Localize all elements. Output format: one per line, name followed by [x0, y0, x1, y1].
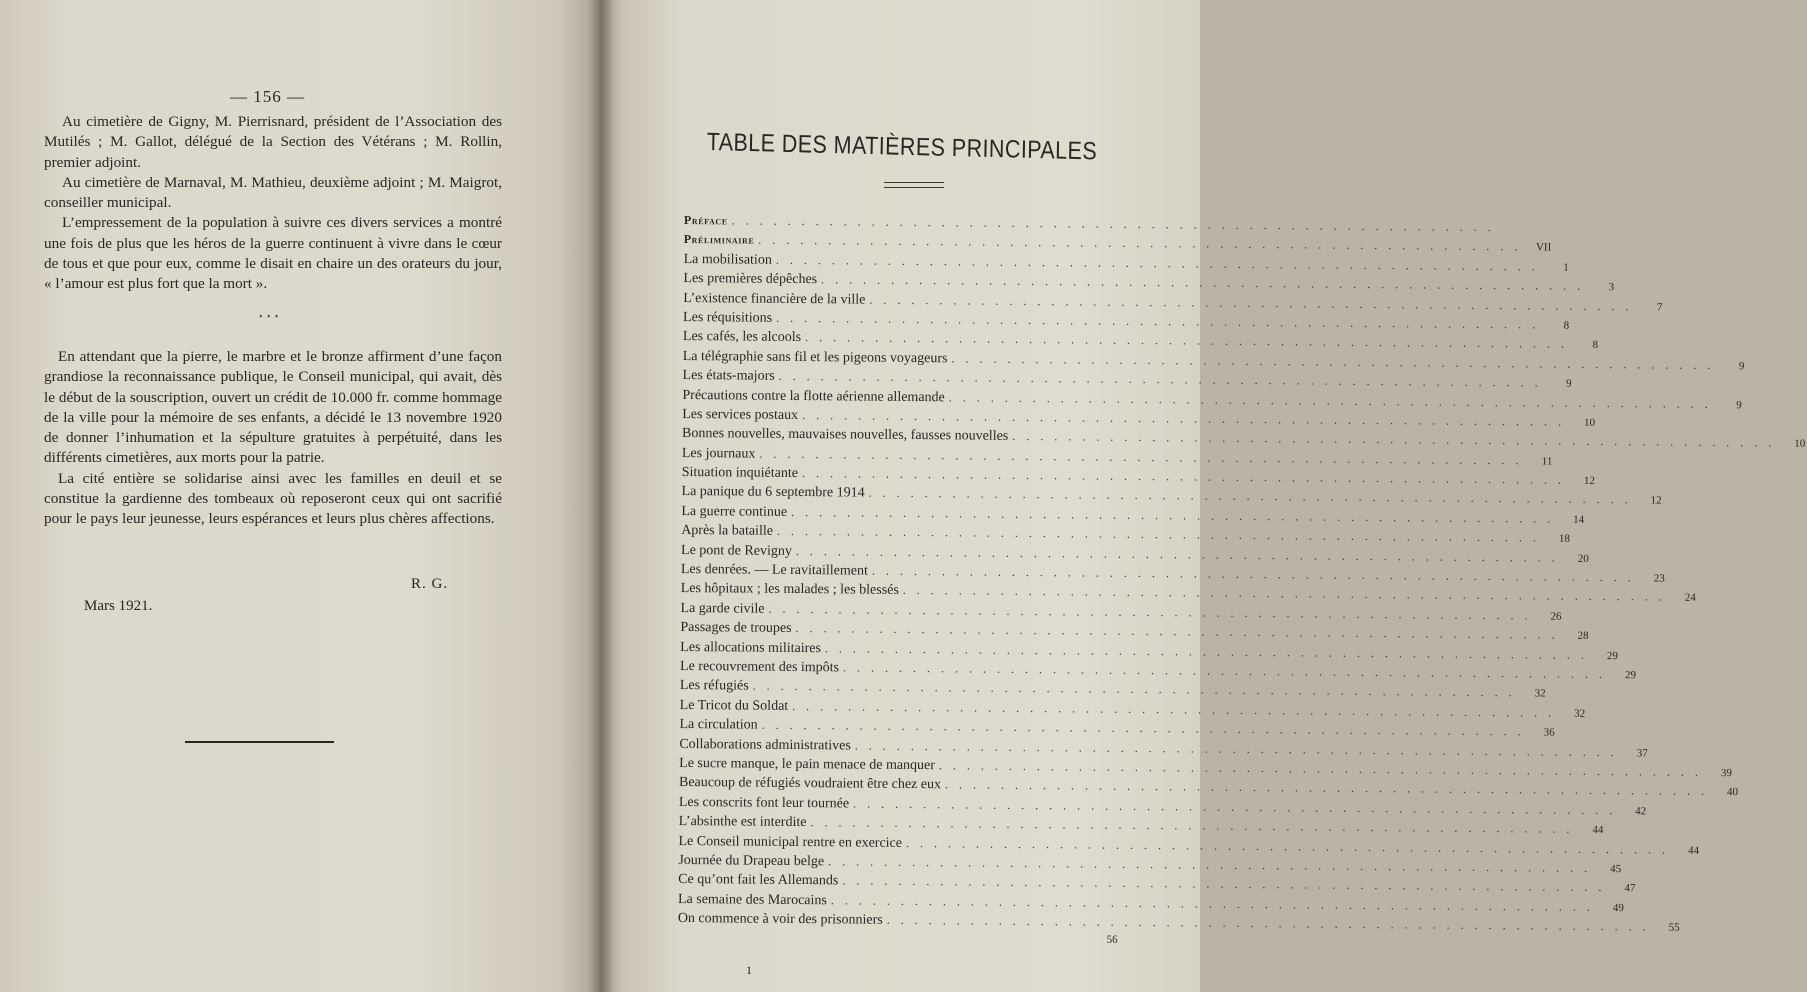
title-rule	[884, 182, 944, 188]
toc-entry-label: Beaucoup de réfugiés voudraient être chez eux	[678, 775, 942, 793]
dot-leader: . . . . . . . . . . . . . . . . . . . . . . . . . . . . . . . . . . . . . . . . . . . . . . . . . . . . . . .	[776, 310, 1540, 332]
toc-entry-page: 32	[1534, 687, 1546, 700]
toc-entry-label: On commence à voir des prisonniers	[677, 911, 883, 928]
table-of-contents	[677, 213, 1806, 954]
toc-entry-label: Les hôpitaux ; les malades ; les blessés	[680, 581, 899, 599]
dot-leader: . . . . . . . . . . . . . . . . . . . . . . . . . . . . . . . . . . . . . . . . . . . . . . . . . . . . . . .	[792, 698, 1556, 720]
dot-leader: . . . . . . . . . . . . . . . . . . . . . . . . . . . . . . . . . . . . . . . . . . . . . . . . . . . . . . .	[758, 233, 1522, 254]
toc-entry-label: Journée du Drapeau belge	[678, 852, 825, 870]
dot-leader: . . . . . . . . . . . . . . . . . . . . . . . . . . . . . . . . . . . . . . . . . . . . . . . . . . . . . . .	[868, 486, 1632, 507]
toc-entry-page: 7	[1656, 301, 1663, 314]
dot-leader: . . . . . . . . . . . . . . . . . . . . . . . . . . . . . . . . . . . . . . . . . . . . . . . . . . . . . . .	[778, 368, 1542, 390]
toc-entry-page: 10	[1584, 416, 1596, 429]
paragraph: Au cimetière de Marnaval, M. Mathieu, deuxième adjoint ; M. Maigrot, conseiller municipal.	[44, 173, 502, 212]
dot-leader: . . . . . . . . . . . . . . . . . . . . . . . . . . . . . . . . . . . . . . . . . . . . . . . . . . . . . . .	[824, 640, 1588, 662]
body-text-bottom	[44, 347, 502, 530]
toc-entry-label: Passages de troupes	[680, 620, 792, 637]
toc-entry-page: 12	[1650, 494, 1662, 508]
toc-entry-page: 8	[1592, 339, 1599, 352]
toc-entry-page: 12	[1583, 474, 1596, 488]
page-number: — 156 —	[230, 87, 305, 106]
dot-leader: . . . . . . . . . . . . . . . . . . . . . . . . . . . . . . . . . . . . . . . . . . . . . . . . . . . . . . .	[938, 758, 1703, 779]
signature-initials: R. G.	[411, 576, 449, 592]
toc-entry-label: Les denrées. — Le ravitaillement	[680, 562, 868, 579]
toc-entry-label: Les conscrits font leur tournée	[678, 794, 850, 812]
toc-entry-page: 44	[1592, 824, 1604, 837]
dot-leader: . . . . . . . . . . . . . . . . . . . . . . . . . . . . . . . . . . . . . . . . . . . . . . . . . . . . . . .	[951, 351, 1715, 372]
ornament: ⋆ ⋆ ⋆	[258, 311, 280, 321]
toc-entry-page: 49	[1612, 901, 1624, 914]
toc-entry-page: 44	[1687, 844, 1700, 857]
toc-entry-page: 1	[1563, 261, 1569, 274]
dot-leader: . . . . . . . . . . . . . . . . . . . . . . . . . . . . . . . . . . . . . . . . . . . . . . . . . . . . . . .	[830, 892, 1594, 914]
toc-entry-page: 47	[1624, 882, 1636, 895]
toc-entry-label: Les cafés, les alcools	[682, 329, 802, 346]
toc-entry-page: 37	[1636, 746, 1648, 759]
toc-entry-page: 36	[1543, 726, 1555, 739]
toc-entry-label: La garde civile	[680, 600, 765, 617]
dot-leader: . . . . . . . . . . . . . . . . . . . . . . . . . . . . . . . . . . . . . . . . . . . . . . . . . . . . . . .	[801, 466, 1566, 487]
dot-leader: . . . . . . . . . . . . . . . . . . . . . . . . . . . . . . . . . . . . . . . . . . . . . . . . . . . . . . .	[795, 621, 1559, 642]
dot-leader: . . . . . . . . . . . . . . . . . . . . . . . . . . . . . . . . . . . . . . . . . . . . . . . . . . . . . . .	[842, 873, 1606, 895]
toc-entry-label: La télégraphie sans fil et les pigeons voyageurs	[682, 348, 948, 367]
toc-entry-page: 8	[1563, 319, 1570, 332]
dot-leader: . . . . . . . . . . . . . . . . . . . . . . . . . . . . . . . . . . . . . . . . . . . . . . . . . . . . . . .	[805, 330, 1569, 352]
dot-leader: . . . . . . . . . . . . . . . . . . . . . . . . . . . . . . . . . . . . . . . . . . . . . . . . . . . . . . .	[902, 583, 1666, 605]
toc-entry-page: 9	[1736, 398, 1742, 411]
toc-entry-page: 3	[1608, 281, 1615, 294]
dot-leader: . . . . . . . . . . . . . . . . . . . . . . . . . . . . . . . . . . . . . . . . . . . . . . . . . . . . . . .	[1012, 429, 1776, 450]
dot-leader: . . . . . . . . . . . . . . . . . . . . . . . . . . . . . . . . . . . . . . . . . . . . . . . . . . . . . . .	[759, 446, 1523, 468]
dot-leader: . . . . . . . . . . . . . . . . . . . . . . . . . . . . . . . . . . . . . . . . . . . . . . . . . . . . . . .	[944, 777, 1709, 799]
dot-leader: . . . . . . . . . . . . . . . . . . . . . . . . . . . . . . . . . . . . . . . . . . . . . . . . . . . . . . .	[871, 563, 1635, 585]
toc-entry-page: 20	[1577, 552, 1589, 565]
toc-entry-page: 10	[1794, 437, 1806, 451]
toc-entry-label: La panique du 6 septembre 1914	[681, 484, 865, 502]
toc-entry-page: 9	[1738, 359, 1745, 372]
toc-entry-label: L’absinthe est interdite	[678, 814, 807, 831]
dot-leader: . . . . . . . . . . . . . . . . . . . . . . . . . . . . . . . . . . . . . . . . . . . . . . . . . . . . . . .	[905, 835, 1670, 857]
toc-entry-label: Préliminaire	[683, 232, 755, 248]
toc-entry-label: Situation inquiétante	[681, 465, 799, 482]
gutter-shadow	[588, 0, 614, 992]
dot-leader: . . . . . . . . . . . . . . . . . . . . . . . . . . . . . . . . . . . . . . . . . . . . . . . . . . . . . . .	[761, 717, 1525, 739]
dot-leader: . . . . . . . . . . . . . . . . . . . . . . . . . . . . . . . . . . . . . . . . . . . . . . . . . . . . . . .	[795, 543, 1559, 565]
toc-entry-label: Les réquisitions	[683, 309, 773, 326]
toc-entry-page: 11	[1541, 455, 1553, 468]
left-page	[0, 0, 600, 992]
paragraph: Au cimetière de Gigny, M. Pierrisnard, président de l’Association des Mutilés ; M. Gallot, délégué de la Section des Vétérans ; M. Rollin, premier adjoint.	[44, 113, 502, 171]
toc-entry-page: 18	[1558, 532, 1570, 545]
toc-entry-label: Après la bataille	[681, 523, 774, 540]
toc-entry-page: 28	[1577, 630, 1589, 643]
toc-row	[678, 930, 1118, 953]
toc-entry-label: La mobilisation	[683, 251, 772, 268]
dot-leader: . . . . . . . . . . . . . . . . . . . . . . . . . . . . . . . . . . . . . . . . . . . . . . . . . . . . . . .	[731, 213, 1495, 235]
toc-entry-label: Les journaux	[681, 445, 756, 462]
dot-leader: . . . . . . . . . . . . . . . . . . . . . . . . . . . . . . . . . . . . . . . . . . . . . . . . . . . . . . .	[828, 854, 1592, 875]
toc-entry-label: Le recouvrement des impôts	[679, 658, 840, 676]
toc-entry-label: Les allocations militaires	[680, 639, 822, 656]
toc-entry-page: 9	[1566, 377, 1572, 390]
toc-entry-label: L’existence financière de la ville	[683, 290, 866, 308]
toc-entry-page: 45	[1610, 862, 1622, 876]
toc-entry-label: Les états-majors	[682, 368, 775, 384]
toc-entry-label: Collaborations administratives	[679, 736, 851, 754]
toc-entry-label: Les réfugiés	[679, 678, 749, 694]
toc-entry-label: Bonnes nouvelles, mauvaises nouvelles, fausses nouvelles	[682, 426, 1009, 445]
toc-entry-label: Préface	[683, 213, 728, 228]
toc-title: TABLE DES MATIÈRES PRINCIPALES	[706, 128, 1098, 166]
toc-entry-label: Le Tricot du Soldat	[679, 697, 789, 714]
toc-entry-page: 32	[1574, 707, 1586, 720]
toc-entry-page: 40	[1726, 786, 1739, 799]
toc-entry-label: La semaine des Marocains	[677, 891, 827, 908]
dot-leader: . . . . . . . . . . . . . . . . . . . . . . . . . . . . . . . . . . . . . . . . . . . . . . . . . . . . . . .	[775, 252, 1539, 274]
dot-leader: . . . . . . . . . . . . . . . . . . . . . . . . . . . . . . . . . . . . . . . . . . . . . . . . . . . . . . .	[821, 272, 1585, 294]
dot-leader: . . . . . . . . . . . . . . . . . . . . . . . . . . . . . . . . . . . . . . . . . . . . . . . . . . . . . . .	[810, 815, 1574, 836]
bottom-mark: 1	[746, 963, 752, 977]
toc-entry-label: Le Conseil municipal rentre en exercice	[678, 833, 903, 851]
body-text-top	[44, 112, 502, 295]
dot-leader: . . . . . . . . . . . . . . . . . . . . . . . . . . . . . . . . . . . . . . . . . . . . . . . . . . . . . . .	[802, 407, 1566, 429]
dot-leader: . . . . . . . . . . . . . . . . . . . . . . . . . . . . . . . . . . . . . . . . . . . . . . . . . . . . . . .	[791, 504, 1555, 526]
dot-leader: . . . . . . . . . . . . . . . . . . . . . . . . . . . . . . . . . . . . . . . . . . . . . . . . . . . . . . .	[886, 912, 1650, 934]
toc-entry-page: 23	[1653, 572, 1665, 585]
toc-entry-page: 14	[1573, 513, 1585, 526]
toc-entry-page: 42	[1635, 805, 1647, 818]
toc-entry-label: Les services postaux	[682, 406, 799, 423]
toc-entry-label: La circulation	[679, 717, 758, 733]
toc-entry-page: 26	[1550, 610, 1562, 623]
dot-leader: . . . . . . . . . . . . . . . . . . . . . . . . . . . . . . . . . . . . . . . . . . . . . . . . . . . . . . .	[869, 292, 1633, 313]
toc-extra-page: 56	[1106, 934, 1118, 947]
end-rule	[185, 741, 334, 743]
toc-entry-page: 24	[1684, 592, 1696, 605]
paragraph: La cité entière se solidarise ainsi avec les familles en deuil et se constitue la gardienne des tombeaux où reposeront ceux qui ont sacrifié pour le pays leur jeunesse, leurs espérances et leurs plus chères affections.	[44, 469, 502, 528]
toc-entry-page: 55	[1668, 921, 1680, 934]
toc-entry-label: Le pont de Revigny	[680, 542, 792, 559]
toc-entry-label: Ce qu’ont fait les Allemands	[678, 872, 839, 889]
dot-leader: . . . . . . . . . . . . . . . . . . . . . . . . . . . . . . . . . . . . . . . . . . . . . . . . . . . . . . .	[853, 796, 1617, 817]
toc-entry-page: 29	[1606, 649, 1618, 662]
toc-entry-label: Précautions contre la flotte aérienne allemande	[682, 387, 945, 405]
spacer	[678, 939, 1092, 943]
toc-entry-label: Le sucre manque, le pain menace de manquer	[679, 755, 936, 774]
toc-entry-label: Les premières dépêches	[683, 271, 818, 288]
paragraph: En attendant que la pierre, le marbre et le bronze affirment d’une façon grandiose la reconnaissance publique, le Conseil municipal, qui avait, dès le début de la souscription, ouvert un crédit de 10.000 fr. comme hommage de la ville pour la mémoire de ses enfants, a décidé le 13 novembre 1920 de donner l’inhumation et la sépulture gratuites à perpétuité, dans les différents cimetières, aux morts pour la patrie.	[44, 348, 502, 467]
toc-entry-page: VII	[1535, 241, 1552, 254]
dot-leader: . . . . . . . . . . . . . . . . . . . . . . . . . . . . . . . . . . . . . . . . . . . . . . . . . . . . . . .	[854, 738, 1618, 759]
toc-entry-label: La guerre continue	[681, 503, 788, 520]
dot-leader: . . . . . . . . . . . . . . . . . . . . . . . . . . . . . . . . . . . . . . . . . . . . . . . . . . . . . . .	[768, 601, 1532, 623]
dot-leader: . . . . . . . . . . . . . . . . . . . . . . . . . . . . . . . . . . . . . . . . . . . . . . . . . . . . . . .	[948, 389, 1712, 411]
toc-entry-page: 39	[1720, 767, 1732, 780]
date-line: Mars 1921.	[84, 598, 153, 614]
paragraph: L’empressement de la population à suivre ces divers services a montré une fois de plus que les héros de la guerre continuent à vivre dans le cœur de tous et que pour eux, comme le disait en chaire un des orateurs du jour, « l’amour est plus fort que la mort ».	[44, 214, 502, 293]
dot-leader: . . . . . . . . . . . . . . . . . . . . . . . . . . . . . . . . . . . . . . . . . . . . . . . . . . . . . . .	[752, 678, 1516, 700]
dot-leader: . . . . . . . . . . . . . . . . . . . . . . . . . . . . . . . . . . . . . . . . . . . . . . . . . . . . . . .	[842, 660, 1607, 682]
toc-entry-page: 29	[1624, 669, 1637, 682]
dot-leader: . . . . . . . . . . . . . . . . . . . . . . . . . . . . . . . . . . . . . . . . . . . . . . . . . . . . . . .	[776, 524, 1541, 545]
